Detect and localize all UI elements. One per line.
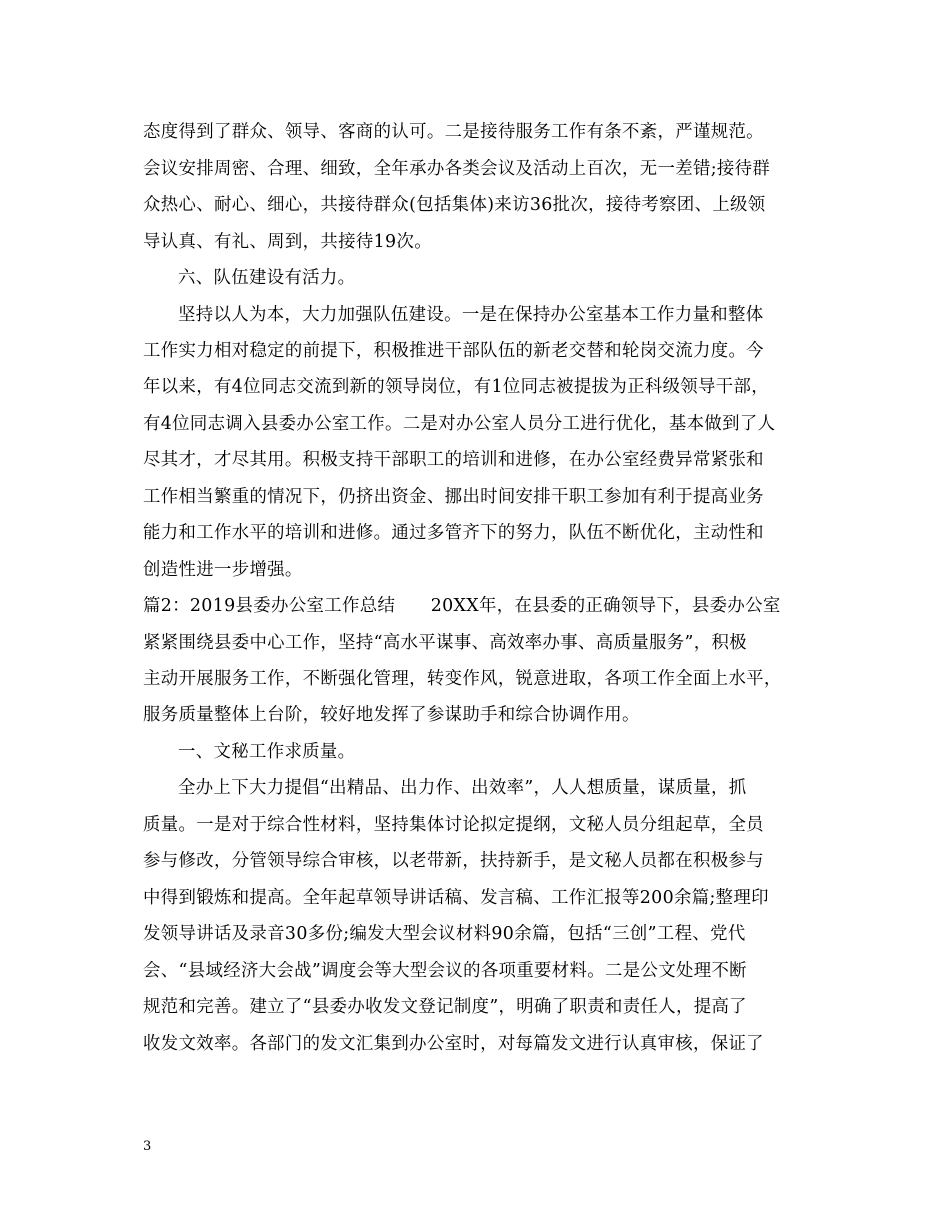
section-heading: 一、文秘工作求质量。 <box>178 742 356 762</box>
text-line: 规范和完善。建立了“县委办收发文登记制度”，明确了职责和责任人，提高了 <box>143 997 747 1017</box>
text-line: 年以来，有4位同志交流到新的领导岗位，有1位同志被提拔为正科级领导干部， <box>143 377 770 397</box>
text-line: 参与修改，分管领导综合审核，以老带新，扶持新手，是文秘人员都在积极参与 <box>143 851 764 871</box>
text-line: 众热心、耐心、细心，共接待群众(包括集体)来访36批次，接待考察团、上级领 <box>143 195 766 215</box>
text-line: 工作相当繁重的情况下，仍挤出资金、挪出时间安排干职工参加有利于提高业务 <box>143 487 764 507</box>
text-line: 会议安排周密、合理、细致，全年承办各类会议及活动上百次，无一差错;接待群 <box>143 159 771 179</box>
text-line: 尽其才，才尽其用。积极支持干部职工的培训和进修，在办公室经费异常紧张和 <box>143 450 764 470</box>
text-line: 中得到锻炼和提高。全年起草领导讲话稿、发言稿、工作汇报等200余篇;整理印 <box>143 888 769 908</box>
section-heading: 六、队伍建设有活力。 <box>178 268 356 288</box>
text-line: 有4位同志调入县委办公室工作。二是对办公室人员分工进行优化，基本做到了人 <box>143 414 776 434</box>
text-line: 坚持以人为本，大力加强队伍建设。一是在保持办公室基本工作力量和整体 <box>178 305 764 325</box>
text-line: 能力和工作水平的培训和进修。通过多管齐下的努力，队伍不断优化，主动性和 <box>143 523 764 543</box>
text-line: 服务质量整体上台阶，较好地发挥了参谋助手和综合协调作用。 <box>143 705 640 725</box>
text-line: 会、“县域经济大会战”调度会等大型会议的各项重要材料。二是公文处理不断 <box>143 961 747 981</box>
text-line: 态度得到了群众、领导、客商的认可。二是接待服务工作有条不紊，严谨规范。 <box>143 122 764 142</box>
text-line: 工作实力相对稳定的前提下，积极推进干部队伍的新老交替和轮岗交流力度。今 <box>143 341 764 361</box>
text-line: 全办上下大力提倡“出精品、出力作、出效率”，人人想质量，谋质量，抓 <box>178 778 747 798</box>
text-line: 主动开展服务工作，不断强化管理，转变作风，锐意进取，各项工作全面上水平， <box>143 669 782 689</box>
text-line: 收发文效率。各部门的发文汇集到办公室时，对每篇发文进行认真审核，保证了 <box>143 1034 764 1054</box>
text-line: 创造性进一步增强。 <box>143 560 303 580</box>
page-number: 3 <box>143 1139 152 1154</box>
text-line: 发领导讲话及录音30多份;编发大型会议材料90余篇，包括“三创”工程、党代 <box>143 924 746 944</box>
article-heading-line: 篇2：2019县委办公室工作总结 20XX年，在县委的正确领导下，县委办公室 <box>143 596 781 616</box>
text-line: 导认真、有礼、周到，共接待19次。 <box>143 232 432 252</box>
text-line: 质量。一是对于综合性材料，坚持集体讨论拟定提纲，文秘人员分组起草，全员 <box>143 815 764 835</box>
text-line: 紧紧围绕县委中心工作，坚持“高水平谋事、高效率办事、高质量服务”，积极 <box>143 633 747 653</box>
